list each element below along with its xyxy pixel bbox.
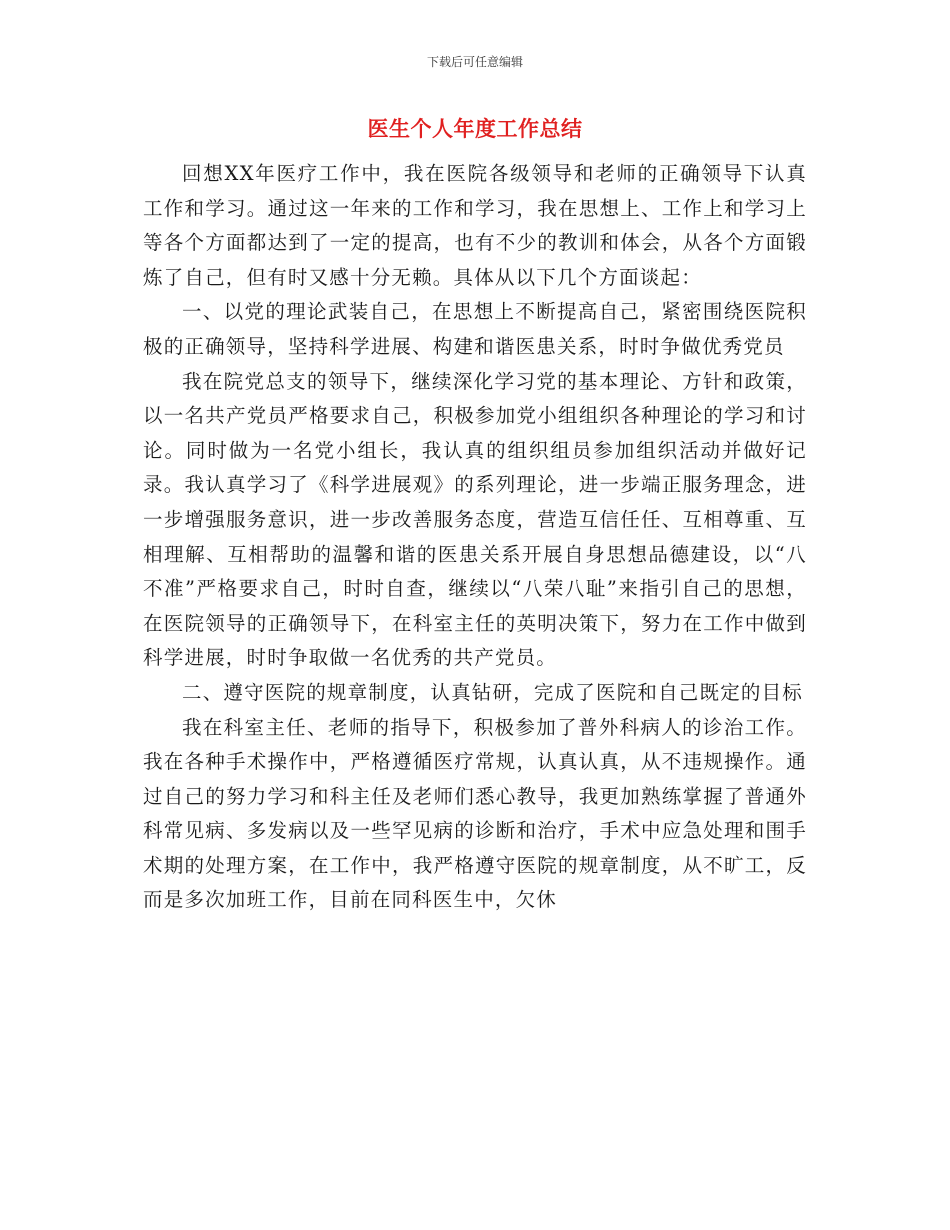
document-title: 医生个人年度工作总结 bbox=[367, 116, 583, 141]
section-heading-1: 一、以党的理论武装自己，在思想上不断提高自己，紧密围绕医院积极的正确领导，坚持科学进展、构建和谐医患关系，时时争做优秀党员 bbox=[143, 300, 807, 358]
paragraph-section-2: 我在科室主任、老师的指导下，积极参加了普外科病人的诊治工作。我在各种手术操作中，严格遵循医疗常规，认真认真，从不违规操作。通过自己的努力学习和科主任及老师们悉心教导，我更加熟练掌握了普通外科常见病、多发病以及一些罕见病的诊断和治疗，手术中应急处理和围手术期的处理方案，在工作中，我严格遵守医院的规章制度，从不旷工，反而是多次加班工作，目前在同科医生中，欠休 bbox=[143, 715, 807, 912]
section-heading-2: 二、遵守医院的规章制度，认真钻研，完成了医院和自己既定的目标 bbox=[182, 680, 804, 704]
paragraph-intro: 回想XX年医疗工作中，我在医院各级领导和老师的正确领导下认真工作和学习。通过这一年来的工作和学习，我在思想上、工作上和学习上等各个方面都达到了一定的提高，也有不少的教训和体会，从各个方面锻炼了自己，但有时又感十分无赖。具体从以下几个方面谈起： bbox=[143, 162, 807, 289]
document-body bbox=[143, 157, 807, 918]
paragraph-section-1: 我在院党总支的领导下，继续深化学习党的基本理论、方针和政策，以一名共产党员严格要求自己，积极参加党小组组织各种理论的学习和讨论。同时做为一名党小组长，我认真的组织组员参加组织活动并做好记录。我认真学习了《科学进展观》的系列理论，进一步端正服务理念，进一步增强服务意识，进一步改善服务态度，营造互信任任、互相尊重、互相理解、互相帮助的温馨和谐的医患关系开展自身思想品德建设，以“八不准”严格要求自己，时时自查，继续以“八荣八耻”来指引自己的思想，在医院领导的正确领导下，在科室主任的英明决策下，努力在工作中做到科学进展，时时争取做一名优秀的共产党员。 bbox=[143, 369, 807, 670]
header-note: 下载后可任意编辑 bbox=[426, 55, 523, 69]
